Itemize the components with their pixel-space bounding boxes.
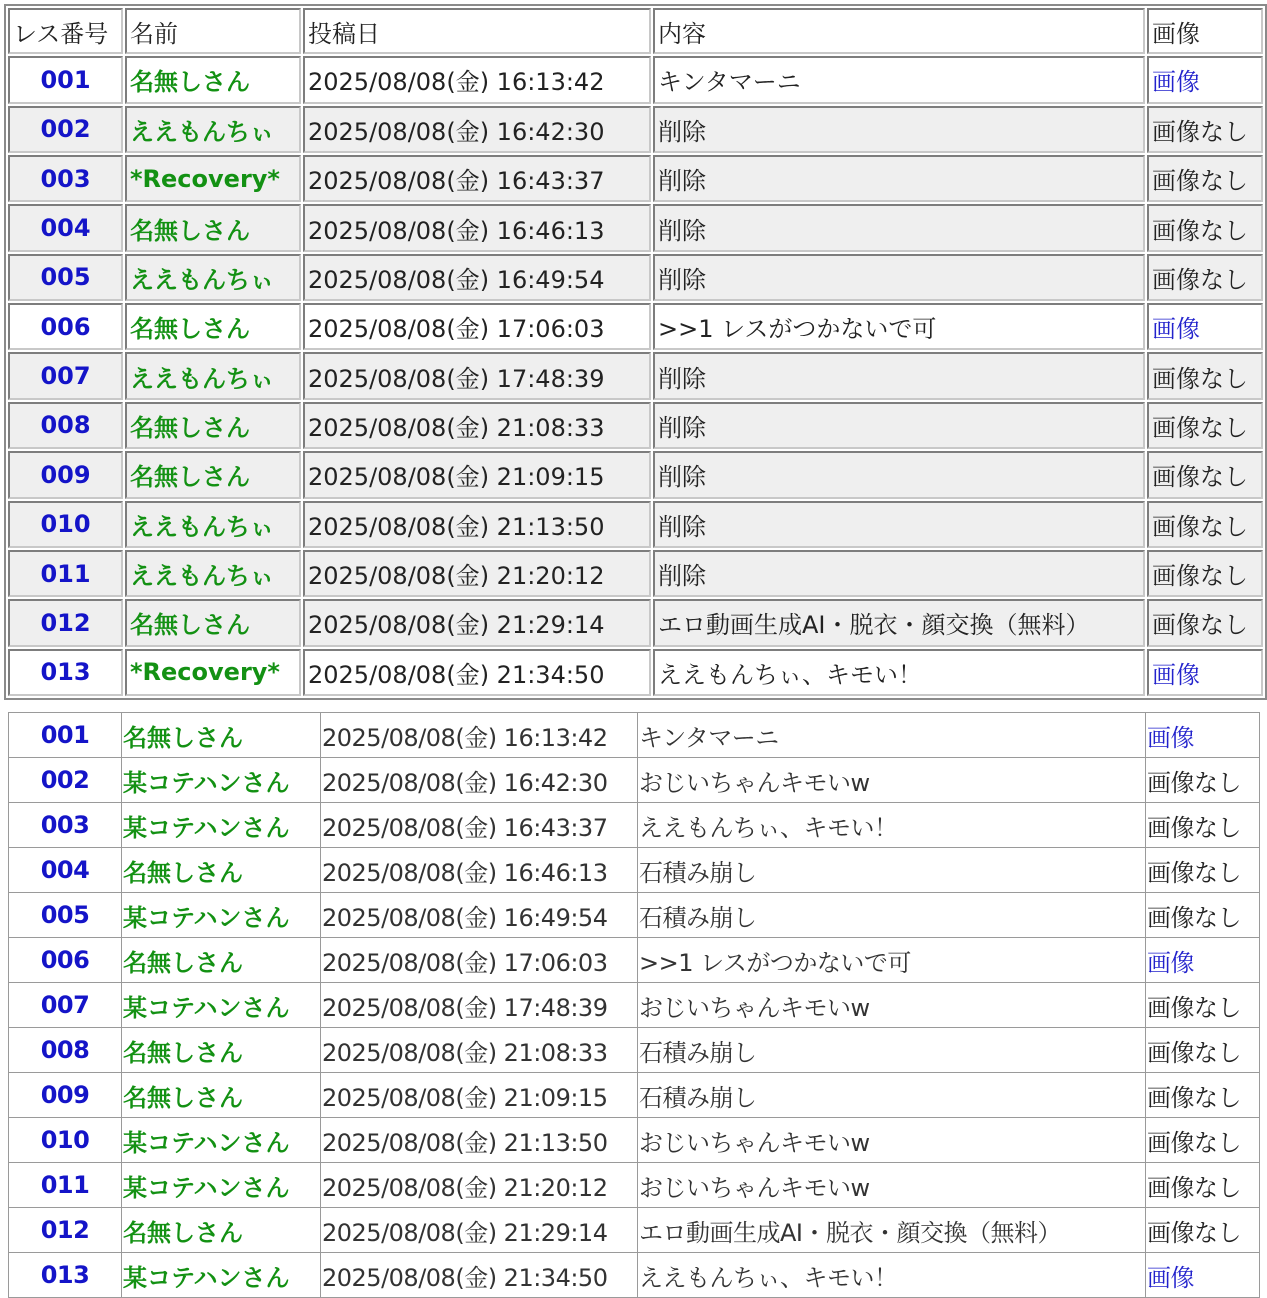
post-content: 削除 <box>653 550 1145 597</box>
post-content: 削除 <box>653 451 1145 498</box>
res-number[interactable]: 010 <box>9 1118 122 1163</box>
image-link[interactable]: 画像 <box>1147 303 1263 350</box>
post-content: キンタマーニ <box>638 713 1146 758</box>
res-number[interactable]: 011 <box>9 1163 122 1208</box>
post-date: 2025/08/08(金) 17:06:03 <box>321 938 638 983</box>
post-date: 2025/08/08(金) 16:46:13 <box>321 848 638 893</box>
res-number[interactable]: 009 <box>8 451 123 498</box>
table-row <box>9 983 1260 1028</box>
poster-name: ええもんちぃ <box>125 254 301 301</box>
res-number[interactable]: 012 <box>8 599 123 646</box>
post-content: ええもんちぃ、キモい！ <box>638 803 1146 848</box>
poster-name: 名無しさん <box>122 1028 321 1073</box>
res-number[interactable]: 008 <box>8 402 123 449</box>
post-content: おじいちゃんキモいw <box>638 1118 1146 1163</box>
no-image-text: 画像なし <box>1147 550 1263 597</box>
res-number[interactable]: 005 <box>9 893 122 938</box>
poster-name: 名無しさん <box>125 303 301 350</box>
table-row <box>8 599 1263 646</box>
post-content: エロ動画生成AI・脱衣・顔交換（無料） <box>638 1208 1146 1253</box>
post-content: キンタマーニ <box>653 56 1145 103</box>
table-row <box>9 1208 1260 1253</box>
table-row <box>9 848 1260 893</box>
no-image-text: 画像なし <box>1147 402 1263 449</box>
table-row <box>8 56 1263 103</box>
no-image-text: 画像なし <box>1146 893 1260 938</box>
post-content: おじいちゃんキモいw <box>638 758 1146 803</box>
post-content: ええもんちぃ、キモい！ <box>653 649 1145 696</box>
res-number[interactable]: 006 <box>8 303 123 350</box>
post-content: 削除 <box>653 204 1145 251</box>
image-link[interactable]: 画像 <box>1146 713 1260 758</box>
res-number[interactable]: 002 <box>9 758 122 803</box>
table-row <box>9 803 1260 848</box>
poster-name: 名無しさん <box>122 1073 321 1118</box>
post-date: 2025/08/08(金) 16:42:30 <box>321 758 638 803</box>
table-row <box>9 1163 1260 1208</box>
table-row <box>8 451 1263 498</box>
no-image-text: 画像なし <box>1146 758 1260 803</box>
no-image-text: 画像なし <box>1147 599 1263 646</box>
poster-name: 名無しさん <box>122 1208 321 1253</box>
no-image-text: 画像なし <box>1147 451 1263 498</box>
table-row <box>9 1073 1260 1118</box>
poster-name: 某コテハンさん <box>122 803 321 848</box>
res-number[interactable]: 012 <box>9 1208 122 1253</box>
table-row <box>9 758 1260 803</box>
post-date: 2025/08/08(金) 16:42:30 <box>303 106 651 153</box>
poster-name: 某コテハンさん <box>122 1253 321 1298</box>
post-date: 2025/08/08(金) 16:49:54 <box>321 893 638 938</box>
poster-name: 某コテハンさん <box>122 1118 321 1163</box>
post-content: 削除 <box>653 402 1145 449</box>
post-content: 削除 <box>653 155 1145 202</box>
poster-name: 名無しさん <box>125 402 301 449</box>
image-link[interactable]: 画像 <box>1147 649 1263 696</box>
table-row <box>9 1118 1260 1163</box>
table-row <box>8 303 1263 350</box>
table-row <box>8 155 1263 202</box>
res-number[interactable]: 013 <box>8 649 123 696</box>
post-content: 削除 <box>653 501 1145 548</box>
post-table-original-body <box>8 8 1263 696</box>
post-table-restored <box>8 712 1260 1298</box>
header-post-date: 投稿日 <box>303 8 651 54</box>
no-image-text: 画像なし <box>1147 155 1263 202</box>
table-row <box>8 550 1263 597</box>
poster-name: ええもんちぃ <box>125 106 301 153</box>
table-row <box>8 649 1263 696</box>
post-content: 削除 <box>653 254 1145 301</box>
res-number[interactable]: 010 <box>8 501 123 548</box>
post-table-restored-body <box>9 713 1260 1298</box>
res-number[interactable]: 009 <box>9 1073 122 1118</box>
post-date: 2025/08/08(金) 21:13:50 <box>321 1118 638 1163</box>
table-header-row <box>8 8 1263 54</box>
res-number[interactable]: 008 <box>9 1028 122 1073</box>
poster-name: 名無しさん <box>125 451 301 498</box>
post-content: おじいちゃんキモいw <box>638 1163 1146 1208</box>
res-number[interactable]: 005 <box>8 254 123 301</box>
post-table-original <box>4 4 1267 700</box>
table-row <box>8 204 1263 251</box>
res-number[interactable]: 013 <box>9 1253 122 1298</box>
post-date: 2025/08/08(金) 21:29:14 <box>321 1208 638 1253</box>
post-date: 2025/08/08(金) 16:13:42 <box>303 56 651 103</box>
post-content: 石積み崩し <box>638 893 1146 938</box>
post-date: 2025/08/08(金) 21:29:14 <box>303 599 651 646</box>
poster-name: 名無しさん <box>125 599 301 646</box>
post-date: 2025/08/08(金) 21:34:50 <box>303 649 651 696</box>
post-date: 2025/08/08(金) 21:08:33 <box>303 402 651 449</box>
no-image-text: 画像なし <box>1146 1073 1260 1118</box>
poster-name: 某コテハンさん <box>122 758 321 803</box>
poster-name: ええもんちぃ <box>125 501 301 548</box>
post-date: 2025/08/08(金) 21:09:15 <box>321 1073 638 1118</box>
post-content: ええもんちぃ、キモい！ <box>638 1253 1146 1298</box>
no-image-text: 画像なし <box>1146 1208 1260 1253</box>
no-image-text: 画像なし <box>1146 1163 1260 1208</box>
table-row <box>8 106 1263 153</box>
poster-name: 某コテハンさん <box>122 893 321 938</box>
post-content: 石積み崩し <box>638 1073 1146 1118</box>
post-date: 2025/08/08(金) 21:13:50 <box>303 501 651 548</box>
no-image-text: 画像なし <box>1146 848 1260 893</box>
poster-name: *Recovery* <box>125 155 301 202</box>
post-date: 2025/08/08(金) 17:48:39 <box>303 352 651 399</box>
no-image-text: 画像なし <box>1146 1028 1260 1073</box>
table-row <box>9 713 1260 758</box>
table-row <box>9 938 1260 983</box>
res-number[interactable]: 011 <box>8 550 123 597</box>
no-image-text: 画像なし <box>1147 204 1263 251</box>
image-link[interactable]: 画像 <box>1147 56 1263 103</box>
res-number[interactable]: 006 <box>9 938 122 983</box>
table-row <box>9 1028 1260 1073</box>
poster-name: 名無しさん <box>125 56 301 103</box>
header-image: 画像 <box>1147 8 1263 54</box>
no-image-text: 画像なし <box>1147 501 1263 548</box>
table-row <box>9 893 1260 938</box>
header-content: 内容 <box>653 8 1145 54</box>
poster-name: 名無しさん <box>122 713 321 758</box>
poster-name: *Recovery* <box>125 649 301 696</box>
no-image-text: 画像なし <box>1146 803 1260 848</box>
post-date: 2025/08/08(金) 16:49:54 <box>303 254 651 301</box>
post-content: 石積み崩し <box>638 1028 1146 1073</box>
res-number[interactable]: 007 <box>9 983 122 1028</box>
post-content: >>1 レスがつかないで可 <box>653 303 1145 350</box>
res-number[interactable]: 001 <box>8 56 123 103</box>
no-image-text: 画像なし <box>1147 254 1263 301</box>
res-number[interactable]: 004 <box>8 204 123 251</box>
poster-name: 名無しさん <box>122 938 321 983</box>
table-row <box>8 254 1263 301</box>
poster-name: ええもんちぃ <box>125 550 301 597</box>
post-date: 2025/08/08(金) 21:20:12 <box>303 550 651 597</box>
post-date: 2025/08/08(金) 16:43:37 <box>303 155 651 202</box>
image-link[interactable]: 画像 <box>1146 938 1260 983</box>
post-content: エロ動画生成AI・脱衣・顔交換（無料） <box>653 599 1145 646</box>
no-image-text: 画像なし <box>1146 1118 1260 1163</box>
post-date: 2025/08/08(金) 16:13:42 <box>321 713 638 758</box>
post-date: 2025/08/08(金) 21:09:15 <box>303 451 651 498</box>
post-date: 2025/08/08(金) 16:43:37 <box>321 803 638 848</box>
poster-name: 某コテハンさん <box>122 983 321 1028</box>
table-row <box>9 1253 1260 1298</box>
res-number[interactable]: 004 <box>9 848 122 893</box>
post-date: 2025/08/08(金) 17:48:39 <box>321 983 638 1028</box>
poster-name: 名無しさん <box>125 204 301 251</box>
post-content: 削除 <box>653 352 1145 399</box>
header-name: 名前 <box>125 8 301 54</box>
poster-name: 名無しさん <box>122 848 321 893</box>
post-date: 2025/08/08(金) 21:34:50 <box>321 1253 638 1298</box>
post-date: 2025/08/08(金) 17:06:03 <box>303 303 651 350</box>
table-row <box>8 352 1263 399</box>
post-content: 石積み崩し <box>638 848 1146 893</box>
no-image-text: 画像なし <box>1147 106 1263 153</box>
post-content: >>1 レスがつかないで可 <box>638 938 1146 983</box>
post-date: 2025/08/08(金) 21:20:12 <box>321 1163 638 1208</box>
table-row <box>8 402 1263 449</box>
image-link[interactable]: 画像 <box>1146 1253 1260 1298</box>
res-number[interactable]: 001 <box>9 713 122 758</box>
no-image-text: 画像なし <box>1147 352 1263 399</box>
post-date: 2025/08/08(金) 16:46:13 <box>303 204 651 251</box>
poster-name: ええもんちぃ <box>125 352 301 399</box>
post-date: 2025/08/08(金) 21:08:33 <box>321 1028 638 1073</box>
post-content: おじいちゃんキモいw <box>638 983 1146 1028</box>
poster-name: 某コテハンさん <box>122 1163 321 1208</box>
table-row <box>8 501 1263 548</box>
header-res-number: レス番号 <box>8 8 123 54</box>
no-image-text: 画像なし <box>1146 983 1260 1028</box>
res-number[interactable]: 003 <box>8 155 123 202</box>
post-content: 削除 <box>653 106 1145 153</box>
res-number[interactable]: 002 <box>8 106 123 153</box>
res-number[interactable]: 007 <box>8 352 123 399</box>
res-number[interactable]: 003 <box>9 803 122 848</box>
